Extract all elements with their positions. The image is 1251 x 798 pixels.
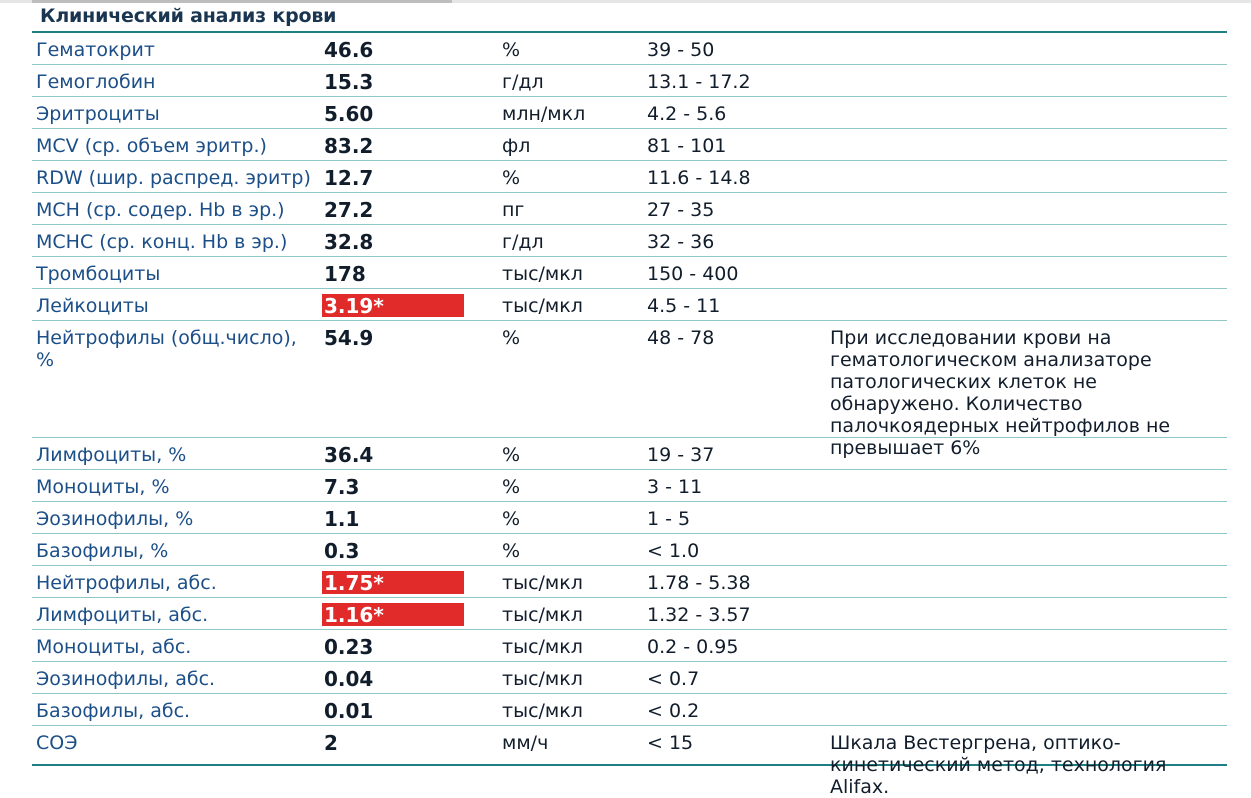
test-unit: г/дл <box>502 231 544 253</box>
test-value: 0.23 <box>324 635 374 659</box>
reference-range: 1.78 - 5.38 <box>647 572 751 594</box>
test-value: 36.4 <box>324 443 374 467</box>
reference-range: 27 - 35 <box>647 199 715 221</box>
table-row <box>32 502 1227 534</box>
reference-range: 0.2 - 0.95 <box>647 636 739 658</box>
test-value: 46.6 <box>324 38 374 62</box>
test-name: Моноциты, абс. <box>36 636 192 658</box>
test-value: 12.7 <box>324 166 374 190</box>
table-row <box>32 662 1227 694</box>
test-name: Моноциты, % <box>36 476 170 498</box>
test-value: 0.01 <box>324 699 374 723</box>
table-row <box>32 129 1227 161</box>
test-name: Нейтрофилы, абс. <box>36 572 217 594</box>
test-unit: тыс/мкл <box>502 636 583 658</box>
table-row <box>32 598 1227 630</box>
test-name: Базофилы, % <box>36 540 169 562</box>
test-value: 0.3 <box>324 539 360 563</box>
test-unit: тыс/мкл <box>502 263 583 285</box>
table-row <box>32 161 1227 193</box>
reference-range: 81 - 101 <box>647 135 727 157</box>
test-unit: пг <box>502 199 525 221</box>
test-unit: % <box>502 540 521 562</box>
test-unit: тыс/мкл <box>502 572 583 594</box>
reference-range: < 15 <box>647 732 694 754</box>
reference-range: < 0.2 <box>647 700 700 722</box>
top-border-segment <box>32 0 452 3</box>
table-row <box>32 726 1227 798</box>
table-row <box>32 630 1227 662</box>
test-value: 27.2 <box>324 198 374 222</box>
test-name: Тромбоциты <box>36 263 161 285</box>
test-unit: % <box>502 508 521 530</box>
test-value: 32.8 <box>324 230 374 254</box>
test-name: Эозинофилы, % <box>36 508 194 530</box>
table-row <box>32 97 1227 129</box>
test-name: Лимфоциты, абс. <box>36 604 209 626</box>
test-name: Эозинофилы, абс. <box>36 668 216 690</box>
test-value: 83.2 <box>324 134 374 158</box>
table-row <box>32 225 1227 257</box>
test-name: MCH (ср. содер. Hb в эр.) <box>36 199 285 221</box>
reference-range: 4.2 - 5.6 <box>647 103 727 125</box>
test-unit: г/дл <box>502 71 544 93</box>
test-unit: тыс/мкл <box>502 668 583 690</box>
test-name: СОЭ <box>36 732 78 754</box>
test-value: 178 <box>324 262 366 286</box>
table-row <box>32 33 1227 65</box>
reference-range: 19 - 37 <box>647 444 715 466</box>
test-value: 15.3 <box>324 70 374 94</box>
reference-range: 3 - 11 <box>647 476 703 498</box>
test-value-flagged: 3.19* <box>322 294 464 317</box>
test-name: Лимфоциты, % <box>36 444 187 466</box>
test-unit: % <box>502 39 521 61</box>
test-unit: % <box>502 327 521 349</box>
test-unit: млн/мкл <box>502 103 586 125</box>
reference-range: < 1.0 <box>647 540 700 562</box>
test-unit: % <box>502 167 521 189</box>
test-unit: мм/ч <box>502 732 549 754</box>
test-name: Гематокрит <box>36 39 155 61</box>
test-note: Шкала Вестергрена, оптико-кинетический метод, технология Alifax. <box>830 732 1167 798</box>
top-border <box>0 0 1251 3</box>
reference-range: 4.5 - 11 <box>647 295 721 317</box>
test-name: Лейкоциты <box>36 295 149 317</box>
test-value: 1.1 <box>324 507 360 531</box>
table-row <box>32 534 1227 566</box>
reference-range: 13.1 - 17.2 <box>647 71 751 93</box>
test-note: При исследовании крови на гематологическом анализаторе патологических клеток не обнаружено. Количество палочкоядерных нейтрофилов не превышает 6% <box>830 327 1171 459</box>
reference-range: 1.32 - 3.57 <box>647 604 751 626</box>
reference-range: 11.6 - 14.8 <box>647 167 751 189</box>
test-unit: фл <box>502 135 531 157</box>
test-unit: % <box>502 476 521 498</box>
reference-range: < 0.7 <box>647 668 700 690</box>
page-title: Клинический анализ крови <box>40 5 337 27</box>
test-value: 7.3 <box>324 475 360 499</box>
table-row <box>32 65 1227 97</box>
test-name: RDW (шир. распред. эритр) <box>36 167 311 189</box>
results-table <box>32 33 1227 798</box>
test-unit: тыс/мкл <box>502 295 583 317</box>
table-row <box>32 289 1227 321</box>
test-name: Гемоглобин <box>36 71 156 93</box>
table-row <box>32 438 1227 470</box>
table-row <box>32 694 1227 726</box>
test-value-flagged: 1.16* <box>322 603 464 626</box>
table-row <box>32 257 1227 289</box>
table-row <box>32 470 1227 502</box>
reference-range: 48 - 78 <box>647 327 715 349</box>
test-unit: тыс/мкл <box>502 604 583 626</box>
test-name: MCV (ср. объем эритр.) <box>36 135 267 157</box>
reference-range: 1 - 5 <box>647 508 691 530</box>
reference-range: 32 - 36 <box>647 231 715 253</box>
test-value: 2 <box>324 731 338 755</box>
reference-range: 39 - 50 <box>647 39 715 61</box>
test-name: MCHC (ср. конц. Hb в эр.) <box>36 231 288 253</box>
test-value: 0.04 <box>324 667 374 691</box>
test-unit: % <box>502 444 521 466</box>
test-value-flagged: 1.75* <box>322 571 464 594</box>
test-value: 54.9 <box>324 326 374 350</box>
test-unit: тыс/мкл <box>502 700 583 722</box>
test-name: Базофилы, абс. <box>36 700 191 722</box>
reference-range: 150 - 400 <box>647 263 739 285</box>
test-name: Эритроциты <box>36 103 160 125</box>
test-name: Нейтрофилы (общ.число), % <box>36 327 297 371</box>
table-row <box>32 566 1227 598</box>
test-value: 5.60 <box>324 102 374 126</box>
table-row <box>32 193 1227 225</box>
